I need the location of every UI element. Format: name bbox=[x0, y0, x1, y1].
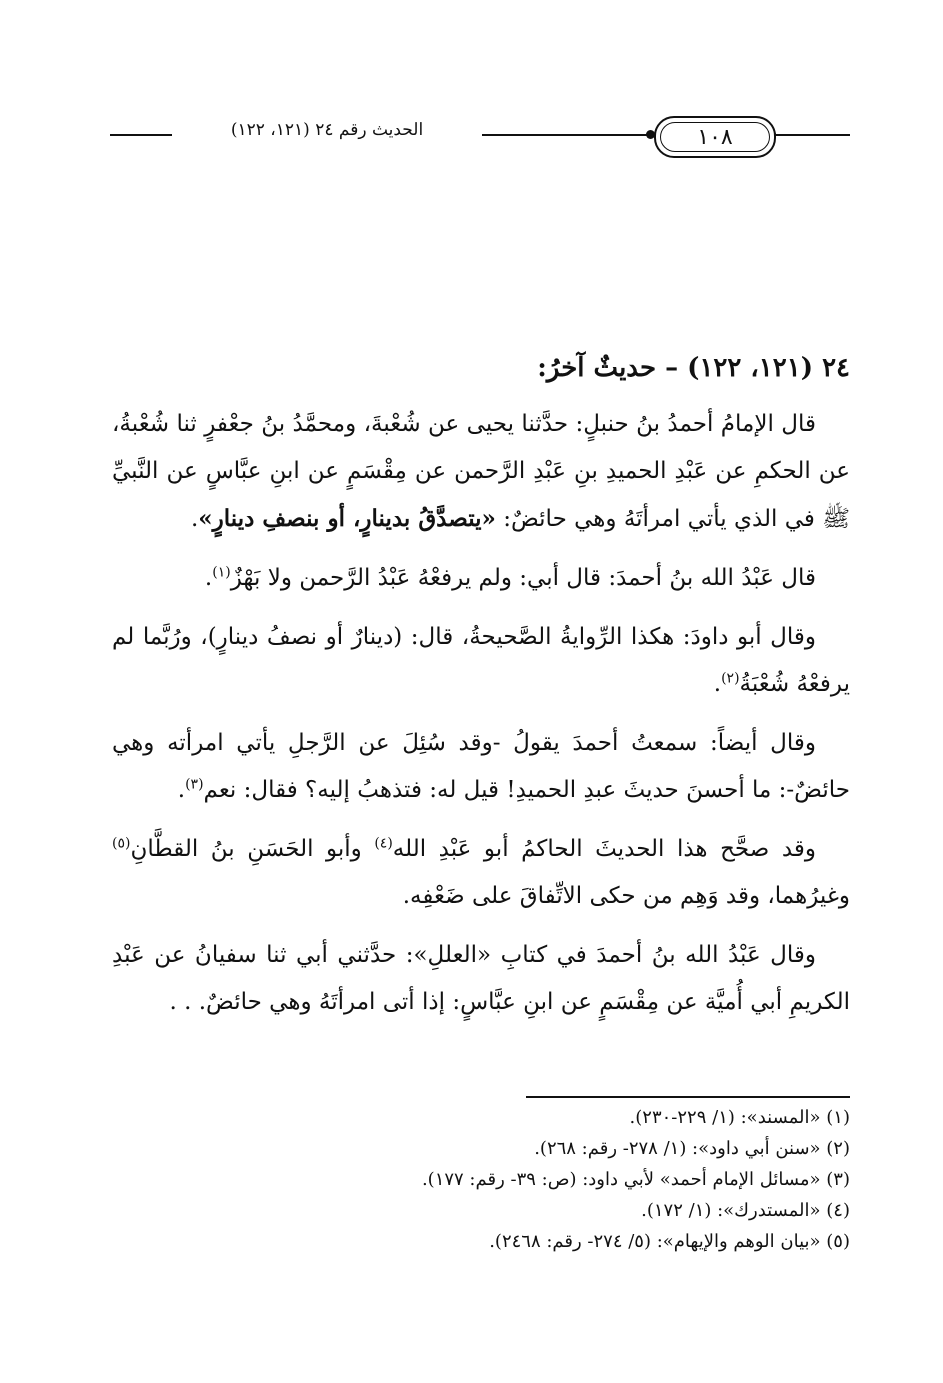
paragraph-end: . bbox=[713, 671, 722, 697]
paragraph-6: وقال عَبْدُ الله بنُ أحمدَ في كتابِ «العللِ»: حدَّثني أبي ثنا سفيانُ عن عَبْدِ الكريمِ أبي أُميَّة عن مِقْسَمٍ عن ابنِ عبَّاسٍ: إذا أتى امرأتَهُ وهي حائضٌ. . . bbox=[112, 942, 850, 1015]
paragraph-text: قال الإمامُ أحمدُ بنُ حنبلٍ: حدَّثنا يحيى عن شُعْبةَ، ومحمَّدُ بنُ جعْفرٍ ثنا شُعْبةُ، عن الحكمِ عن عَبْدِ الحميدِ بنِ عَبْدِ الرَّحمن عن مِقْسَمٍ عن ابنِ عبَّاسٍ عن النَّبيِّ ﷺ في الذي يأتي امرأتَهُ وهي حائضٌ: bbox=[112, 411, 850, 532]
paragraph-text: وقد صحَّح هذا الحديثَ الحاكمُ أبو عَبْدِ الله bbox=[392, 836, 817, 862]
paragraph-2 bbox=[112, 555, 850, 602]
footnote-item: (٤) «المستدرك»: (١/ ١٧٢). bbox=[641, 1200, 850, 1221]
running-title: الحديث رقم ٢٤ (١٢١، ١٢٢) bbox=[172, 120, 482, 140]
paragraph-end: . bbox=[177, 777, 186, 803]
paragraph-4 bbox=[112, 720, 850, 814]
footnote-ref: (٢) bbox=[721, 670, 740, 687]
footnote-ref: (٤) bbox=[374, 835, 393, 852]
footnote-item: (٢) «سنن أبي داود»: (١/ ٢٧٨- رقم: ٢٦٨). bbox=[534, 1138, 850, 1159]
paragraph-text: وغيرُهما، وقد وَهِم من حكى الاتِّفاقَ على ضَعْفِه. bbox=[402, 883, 850, 909]
section-heading: ٢٤ (١٢١، ١٢٢) – حديثٌ آخرُ: bbox=[537, 353, 850, 383]
footnote-ref: (٥) bbox=[112, 835, 131, 852]
page-number: ١٠٨ bbox=[697, 124, 733, 150]
paragraph-text: وقال أيضاً: سمعتُ أحمدَ يقولُ -وقد سُئِلَ عن الرَّجلِ يأتي امرأته وهي حائضٌ-: ما أحسنَ حديثَ عبدِ الحميدِ! قيل له: فتذهبُ إليه؟ فقال: نعم bbox=[112, 730, 850, 803]
footnote-item: (١) «المسند»: (١/ ٢٢٩-٢٣٠). bbox=[629, 1107, 850, 1128]
running-header bbox=[110, 112, 850, 160]
hadith-quote: «يتصدَّقُ بدينارٍ، أو بنصفِ دينارٍ» bbox=[198, 505, 496, 532]
paragraph-1 bbox=[112, 401, 850, 543]
paragraph-text: وقال أبو داودَ: هكذا الرِّوايةُ الصَّحيحةُ، قال: (دينارٌ أو نصفُ دينارٍ)، ورُبَّما لم يرفعْهُ شُعْبَةُ bbox=[112, 624, 850, 697]
footnote-ref: (٣) bbox=[185, 776, 204, 793]
main-text bbox=[112, 345, 850, 1038]
footnote-ref: (١) bbox=[212, 564, 231, 581]
paragraph-5 bbox=[112, 826, 850, 920]
footnote-separator bbox=[526, 1096, 850, 1098]
paragraph-text: وأبو الحَسَنِ بنُ القطَّانِ bbox=[130, 836, 375, 862]
paragraph-3 bbox=[112, 614, 850, 708]
paragraph-text: قال عَبْدُ الله بنُ أحمدَ: قال أبي: ولم يرفعْهُ عَبْدُ الرَّحمن ولا بَهْزٌ bbox=[230, 565, 816, 591]
footnote-item: (٣) «مسائل الإمام أحمد» لأبي داود: (ص: ٣٩- رقم: ١٧٧). bbox=[421, 1169, 850, 1190]
paragraph-end: . bbox=[204, 565, 213, 591]
footnote-item: (٥) «بيان الوهم والإيهام»: (٥/ ٢٧٤- رقم: ٢٤٦٨). bbox=[489, 1231, 850, 1252]
paragraph-end: . bbox=[190, 506, 199, 532]
header-rule-left bbox=[110, 134, 172, 136]
footnotes bbox=[112, 1102, 850, 1257]
page-number-frame bbox=[654, 116, 776, 158]
